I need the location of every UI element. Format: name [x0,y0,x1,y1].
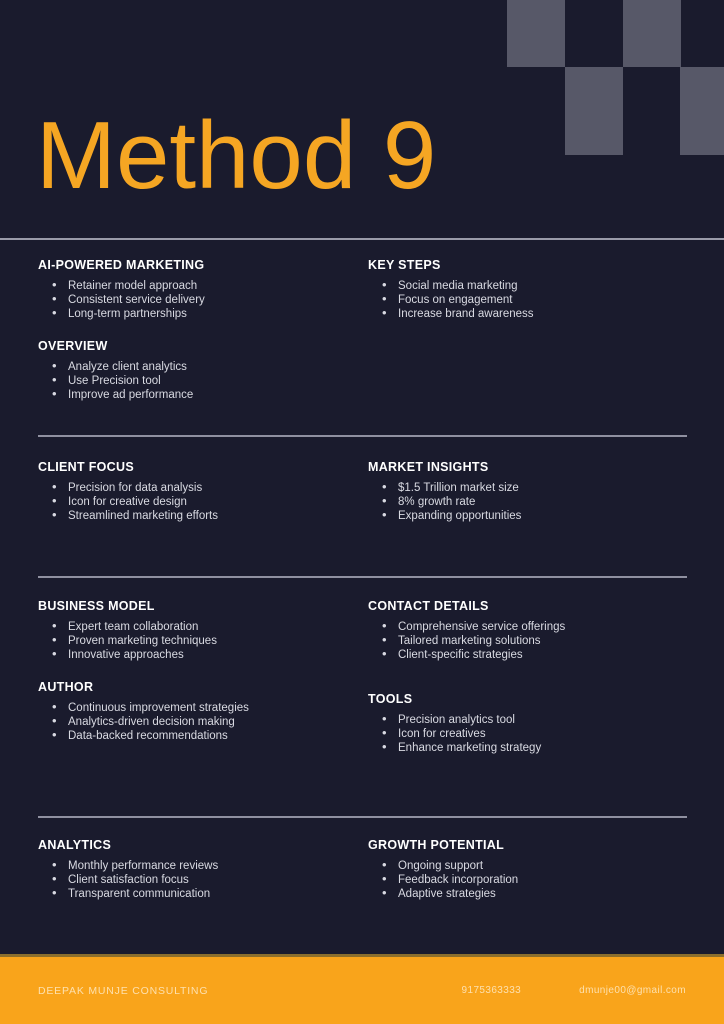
list-item: • Ongoing support [368,859,687,873]
list-item: • Use Precision tool [38,374,368,388]
list-item: • Adaptive strategies [368,887,687,901]
left-column [38,460,368,576]
footer-email-address: dmunje00@gmail.com [579,985,686,996]
list-item: • Feedback incorporation [368,873,687,887]
list-item: • Client-specific strategies [368,648,687,662]
bullet-list [368,713,687,755]
list-item: • Focus on engagement [368,293,687,307]
content-row [0,818,724,951]
bullet-list [368,620,687,662]
bullet-list [368,481,687,523]
section-heading: BUSINESS MODEL [38,599,155,613]
list-item: • Icon for creatives [368,727,687,741]
list-item: • Comprehensive service offerings [368,620,687,634]
footer-bar [0,954,724,1024]
list-item: • Transparent communication [38,887,368,901]
section-contact-details [368,599,687,662]
list-item: • Expert team collaboration [38,620,368,634]
section-heading: AUTHOR [38,680,94,694]
list-item: • Precision for data analysis [38,481,368,495]
list-item: • Monthly performance reviews [38,859,368,873]
list-item: • Enhance marketing strategy [368,741,687,755]
list-item: • Proven marketing techniques [38,634,368,648]
list-item: • Innovative approaches [38,648,368,662]
section-tools [368,692,687,755]
right-column [368,460,687,576]
section-business-model [38,599,368,662]
section-author [38,680,368,743]
list-item: • Expanding opportunities [368,509,687,523]
masthead [0,0,724,240]
section-heading: CLIENT FOCUS [38,460,134,474]
left-column [38,258,368,435]
list-item: • Long-term partnerships [38,307,368,321]
section-heading: CONTACT DETAILS [368,599,489,613]
bullet-list [38,859,368,901]
list-item: • Analyze client analytics [38,360,368,374]
section-growth-potential [368,838,687,901]
section-heading: AI-POWERED MARKETING [38,258,205,272]
list-item: • $1.5 Trillion market size [368,481,687,495]
list-item: • Continuous improvement strategies [38,701,368,715]
content-row [0,240,724,435]
footer-company-name: DEEPAK MUNJE CONSULTING [38,984,209,997]
section-analytics [38,838,368,901]
section-overview [38,339,368,402]
right-column [368,599,687,816]
bullet-list [368,859,687,901]
section-ai-powered-marketing [38,258,368,321]
section-heading: GROWTH POTENTIAL [368,838,505,852]
list-item: • Retainer model approach [38,279,368,293]
list-item: • Improve ad performance [38,388,368,402]
content-row [0,437,724,576]
list-item: • Analytics-driven decision making [38,715,368,729]
list-item: • Precision analytics tool [368,713,687,727]
section-market-insights [368,460,687,523]
section-heading: KEY STEPS [368,258,441,272]
bullet-list [38,701,368,743]
content-row [0,578,724,816]
bullet-list [38,620,368,662]
right-column [368,258,687,435]
list-item: • Streamlined marketing efforts [38,509,368,523]
footer-phone-number: 9175363333 [461,985,522,996]
left-column [38,599,368,816]
bullet-list [38,360,368,402]
list-item: • Client satisfaction focus [38,873,368,887]
list-item: • Social media marketing [368,279,687,293]
left-column [38,838,368,951]
page-title: Method 9 [36,102,437,209]
list-item: • Icon for creative design [38,495,368,509]
section-heading: MARKET INSIGHTS [368,460,489,474]
section-key-steps [368,258,687,321]
list-item: • Tailored marketing solutions [368,634,687,648]
section-heading: TOOLS [368,692,413,706]
list-item: • Increase brand awareness [368,307,687,321]
bullet-list [368,279,687,321]
list-item: • Consistent service delivery [38,293,368,307]
bullet-list [38,279,368,321]
list-item: • 8% growth rate [368,495,687,509]
section-heading: OVERVIEW [38,339,108,353]
section-heading: ANALYTICS [38,838,112,852]
list-item: • Data-backed recommendations [38,729,368,743]
section-client-focus [38,460,368,523]
right-column [368,838,687,951]
bullet-list [38,481,368,523]
